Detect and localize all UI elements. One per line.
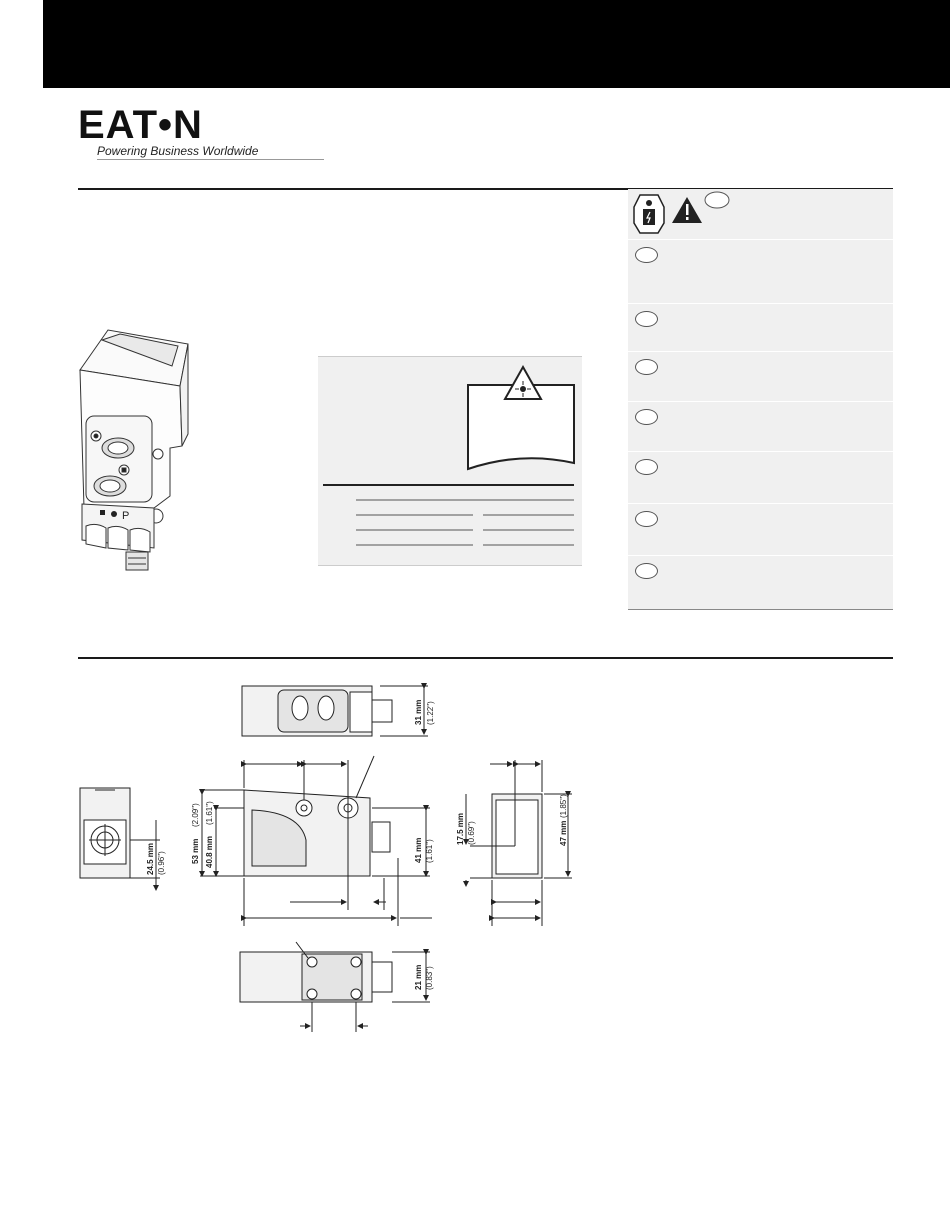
dim-top-height-in: (1.22") xyxy=(426,701,435,725)
language-row xyxy=(628,303,893,351)
svg-text:P: P xyxy=(122,510,130,522)
language-row xyxy=(628,451,893,503)
dim-side-body-in: (1.61") xyxy=(205,801,214,825)
safety-warning-panel xyxy=(628,189,893,610)
logo-underline xyxy=(97,159,324,160)
eaton-logo xyxy=(78,103,259,165)
language-row xyxy=(628,351,893,401)
header-band xyxy=(43,0,950,88)
dim-bottom-height-in: (0.83") xyxy=(425,966,434,990)
laser-label xyxy=(318,357,582,567)
dim-side-right: 41 mm xyxy=(414,837,423,863)
language-oval xyxy=(635,409,658,425)
dimension-drawings xyxy=(0,670,600,1050)
dim-front-offset-in: (0.69") xyxy=(467,821,476,845)
sensor-illustration xyxy=(74,326,194,574)
language-oval xyxy=(705,192,729,208)
section-rule-dimensions xyxy=(78,657,893,659)
language-oval xyxy=(635,459,658,475)
dim-side-body: 40.8 mm xyxy=(205,835,214,868)
language-row xyxy=(628,503,893,555)
dim-side-total: 53 mm xyxy=(191,838,200,864)
dim-end-width-in: (0.96") xyxy=(157,851,166,875)
language-row xyxy=(628,555,893,610)
language-oval xyxy=(635,563,658,579)
warning-header xyxy=(628,189,893,237)
brand-wordmark: EAT•N xyxy=(78,103,203,147)
dim-side-right-in: (1.61") xyxy=(425,839,434,863)
dim-bottom-height: 21 mm xyxy=(414,964,423,990)
dim-top-height: 31 mm xyxy=(414,699,423,725)
language-row xyxy=(628,239,893,303)
laser-warning-box xyxy=(318,356,582,566)
brand-tagline: Powering Business Worldwide xyxy=(97,144,259,158)
dim-front-height: 47 mm xyxy=(559,820,568,846)
dim-front-offset: 17.5 mm xyxy=(456,812,465,845)
language-oval xyxy=(635,311,658,327)
language-oval xyxy=(635,359,658,375)
language-oval xyxy=(635,511,658,527)
language-oval xyxy=(635,247,658,263)
dim-end-width: 24.5 mm xyxy=(146,842,155,875)
dim-front-height-in: (1.85") xyxy=(559,794,568,818)
dim-side-total-in: (2.09") xyxy=(191,803,200,827)
language-row xyxy=(628,401,893,451)
